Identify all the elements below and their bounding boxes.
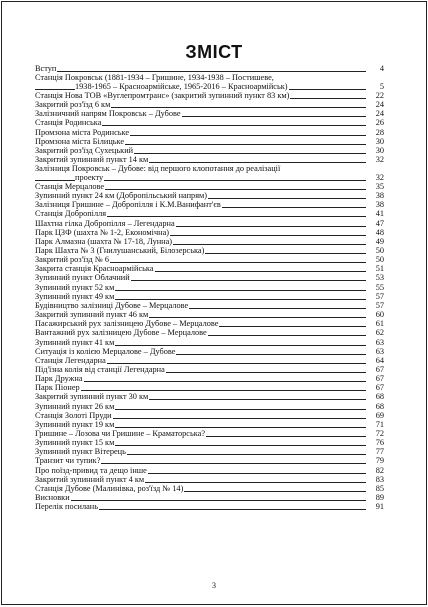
toc-entry-title: Висновки <box>35 493 70 503</box>
toc-entry-page: 30 <box>366 146 384 155</box>
toc-entry <box>35 356 384 365</box>
toc-entry-title: Закритий роз'їзд № 6 <box>35 255 109 265</box>
toc-entry-page: 30 <box>366 137 384 146</box>
toc-entry-title: Станція Нова ТОВ «Вуглепромтранс» (закритий зупинний пункт 83 км) <box>35 90 290 100</box>
toc-entry <box>35 200 384 209</box>
toc-entry <box>35 328 384 337</box>
toc-entry <box>35 475 384 484</box>
toc-entry <box>35 484 384 493</box>
toc-leader-line <box>35 381 366 382</box>
toc-entry-title: Гришине – Лозова чи Гришине – Краматорська? <box>35 429 205 438</box>
toc-entry-title: Закритий роз'їзд Сухецький <box>35 145 134 155</box>
toc-entry-title: Промзона міста Родинське <box>35 127 130 137</box>
toc-entry-page: 79 <box>366 456 384 465</box>
toc-entry-title: Станція Добропілля <box>35 209 107 219</box>
toc-entry <box>35 273 384 282</box>
toc-entry <box>35 255 384 264</box>
toc-entry-page: 38 <box>366 200 384 209</box>
toc-entry-page: 24 <box>366 109 384 118</box>
toc-entry-title: Пасажирський рух залізницею Дубове – Мерцалове <box>35 319 219 329</box>
toc-entry-page: 63 <box>366 338 384 347</box>
toc-entry-title: Вступ <box>35 64 57 73</box>
toc-entry-page: 32 <box>366 155 384 164</box>
toc-entry-page: 61 <box>366 319 384 328</box>
toc-entry-title: Парк Піонер <box>35 383 80 393</box>
toc-entry-page: 62 <box>366 328 384 337</box>
toc-entry-page: 71 <box>366 420 384 429</box>
toc-entry-title-continued: 1938-1965 – Красноармійське, 1965-2016 – Красноармійськ) <box>75 82 288 92</box>
toc-entry-page: 76 <box>366 438 384 447</box>
toc-entry <box>35 292 384 301</box>
toc-entry-title: Станція Легендарна <box>35 355 106 365</box>
toc-entry-title: Будівництво залізниці Дубове – Мерцалове <box>35 300 189 310</box>
toc-entry-title: Промзона міста Білицьке <box>35 136 125 146</box>
toc-entry <box>35 146 384 155</box>
toc-entry-page: 89 <box>366 493 384 502</box>
toc-entry-page: 63 <box>366 347 384 356</box>
toc-entry-page: 69 <box>366 411 384 420</box>
toc-entry-page: 67 <box>366 365 384 374</box>
toc-entry-page: 53 <box>366 273 384 282</box>
toc-entry <box>35 100 384 109</box>
toc-entry <box>35 264 384 273</box>
toc-entry-title: Станція Родинська <box>35 118 102 128</box>
toc-entry-page: 57 <box>366 301 384 310</box>
toc-entry <box>35 438 384 447</box>
toc-entry <box>35 73 384 91</box>
toc-leader-line <box>35 71 366 72</box>
toc-entry <box>35 456 384 465</box>
toc-entry-title: Закритий роз'їзд 6 км <box>35 100 111 110</box>
toc-entry-page: 41 <box>366 209 384 218</box>
toc-entry <box>35 191 384 200</box>
toc-entry-page: 26 <box>366 118 384 127</box>
toc-entry-title: Станція Дубове (Малинівка, роз'їзд № 14) <box>35 483 184 493</box>
toc-entry-page: 72 <box>366 429 384 438</box>
toc-entry-page: 35 <box>366 182 384 191</box>
toc-entry-title: Перелік посилань <box>35 502 99 512</box>
toc-entry-title: Закритий зупинний пункт 30 км <box>35 392 149 402</box>
toc-entry-page: 50 <box>366 246 384 255</box>
toc-entry-title-continued: проекту <box>75 173 104 183</box>
toc-entry-title: Зупинний пункт 24 км (Добропільський напрям) <box>35 191 208 201</box>
toc-entry-title: Транзит чи тупик? <box>35 456 101 466</box>
toc-entry <box>35 137 384 146</box>
toc-entry-page: 64 <box>366 356 384 365</box>
toc-entry-title: Залізниця Покровськ – Дубове: від першого клопотання до реалізації <box>35 164 281 174</box>
toc-entry-title: Зупинний пункт 19 км <box>35 419 115 429</box>
toc-entry-page: 77 <box>366 447 384 456</box>
toc-entry-title: Зупинний пункт 41 км <box>35 337 115 347</box>
toc-entry-title: Зупинний пункт Облачний <box>35 273 130 283</box>
toc-entry <box>35 301 384 310</box>
toc-entry-page: 47 <box>366 219 384 228</box>
toc-entry-title: Парк Алмазна (шахта № 17-18, Лунна) <box>35 236 173 246</box>
toc-entry-title: Зупинний пункт 26 км <box>35 401 115 411</box>
toc-entry-title: Вантажний рух залізницею Дубове – Мерцалове <box>35 328 207 338</box>
toc-entry <box>35 493 384 502</box>
toc-entry-page: 28 <box>366 128 384 137</box>
toc-entry-title: Парк Дружна <box>35 374 83 384</box>
toc-entry-page: 55 <box>366 283 384 292</box>
toc-entry <box>35 466 384 475</box>
toc-entry-title: Зупинний пункт 49 км <box>35 291 115 301</box>
toc-entry <box>35 209 384 218</box>
toc-entry <box>35 246 384 255</box>
toc-entry-page: 50 <box>366 255 384 264</box>
toc-entry-page: 67 <box>366 374 384 383</box>
toc-entry <box>35 219 384 228</box>
toc-entry-page: 68 <box>366 402 384 411</box>
toc-entry-page: 38 <box>366 191 384 200</box>
toc-entry-title: Шахтна гілка Добропілля – Легендарна <box>35 218 175 228</box>
toc-entry-page: 91 <box>366 502 384 511</box>
toc-entry-title: Залізничний напрям Покровськ – Дубове <box>35 109 181 119</box>
toc-entry <box>35 411 384 420</box>
toc-entry <box>35 64 384 73</box>
toc-entry-title: Закритий зупинний пункт 14 км <box>35 155 149 164</box>
toc-entry-page: 60 <box>366 310 384 319</box>
toc-entry-title: Зупинний пункт 52 км <box>35 282 115 292</box>
toc-entry-page: 4 <box>366 64 384 73</box>
toc-entry <box>35 228 384 237</box>
toc-entry-title: Закритий зупинний пункт 46 км <box>35 310 149 320</box>
toc-entry <box>35 319 384 328</box>
document-page <box>1 1 427 605</box>
toc-entry-page: 67 <box>366 383 384 392</box>
toc-leader-line <box>35 500 366 501</box>
toc-entry <box>35 383 384 392</box>
toc-entry <box>35 283 384 292</box>
toc-entry-title: Станція Золоті Пруди <box>35 410 112 420</box>
toc-entry <box>35 109 384 118</box>
toc-entry <box>35 310 384 319</box>
toc-entry-page: 68 <box>366 392 384 401</box>
toc-entry <box>35 164 384 182</box>
toc-entry-page: 24 <box>366 100 384 109</box>
toc-entry-title: Ситуація із колією Мерцалове – Дубове <box>35 346 176 356</box>
toc-entry-title: Парк ЦЗФ (шахта № 1-2, Економічна) <box>35 227 170 237</box>
toc-entry-page: 49 <box>366 237 384 246</box>
toc-entry <box>35 182 384 191</box>
toc-entry-page: 22 <box>366 91 384 100</box>
toc-entry <box>35 447 384 456</box>
toc-entry-title: Закрита станція Красноармійська <box>35 264 154 274</box>
toc-entry-title: Зупинний пункт 15 км <box>35 438 115 448</box>
toc-entry-title: Залізниця Гришине – Добропілля і К.М.Ванифант'єв <box>35 200 221 210</box>
toc-entry-page: 82 <box>366 466 384 475</box>
toc-entry-page: 85 <box>366 484 384 493</box>
toc-entry-title: Зупинний пункт Вітерець <box>35 447 126 457</box>
toc-entry-page: 51 <box>366 264 384 273</box>
toc-entry <box>35 118 384 127</box>
toc-entry-title: Про поїзд-привид та дещо інше <box>35 465 147 475</box>
toc-entry-page: 5 <box>366 82 384 91</box>
toc-entry <box>35 429 384 438</box>
toc-entry <box>35 365 384 374</box>
toc-entry-page: 57 <box>366 292 384 301</box>
toc-entry <box>35 502 384 511</box>
toc-entry-title: Закритий зупинний пункт 4 км <box>35 474 145 484</box>
toc-entry <box>35 155 384 164</box>
toc-entry <box>35 237 384 246</box>
toc-entry <box>35 402 384 411</box>
toc-entry-title: Станція Покровськ (1881-1934 – Гришине, 1934-1938 – Постишеве, <box>35 73 274 83</box>
toc-entry <box>35 91 384 100</box>
toc-entry <box>35 338 384 347</box>
page-number: 3 <box>212 581 216 590</box>
toc-entry <box>35 347 384 356</box>
toc-entry-page: 48 <box>366 228 384 237</box>
toc-entry <box>35 128 384 137</box>
toc-entry <box>35 374 384 383</box>
toc-entry-title: Парк Шахта № 3 (Гнилушанський, Білозерська) <box>35 246 205 255</box>
toc-entry-page: 32 <box>366 173 384 182</box>
toc-entry-page: 83 <box>366 475 384 484</box>
page-title: ЗМІСТ <box>185 42 243 62</box>
toc-entry <box>35 420 384 429</box>
toc-entry-title: Під'їзна колія від станції Легендарна <box>35 364 165 374</box>
toc-entry-title: Станція Мерцалове <box>35 181 105 191</box>
toc-entry <box>35 392 384 401</box>
